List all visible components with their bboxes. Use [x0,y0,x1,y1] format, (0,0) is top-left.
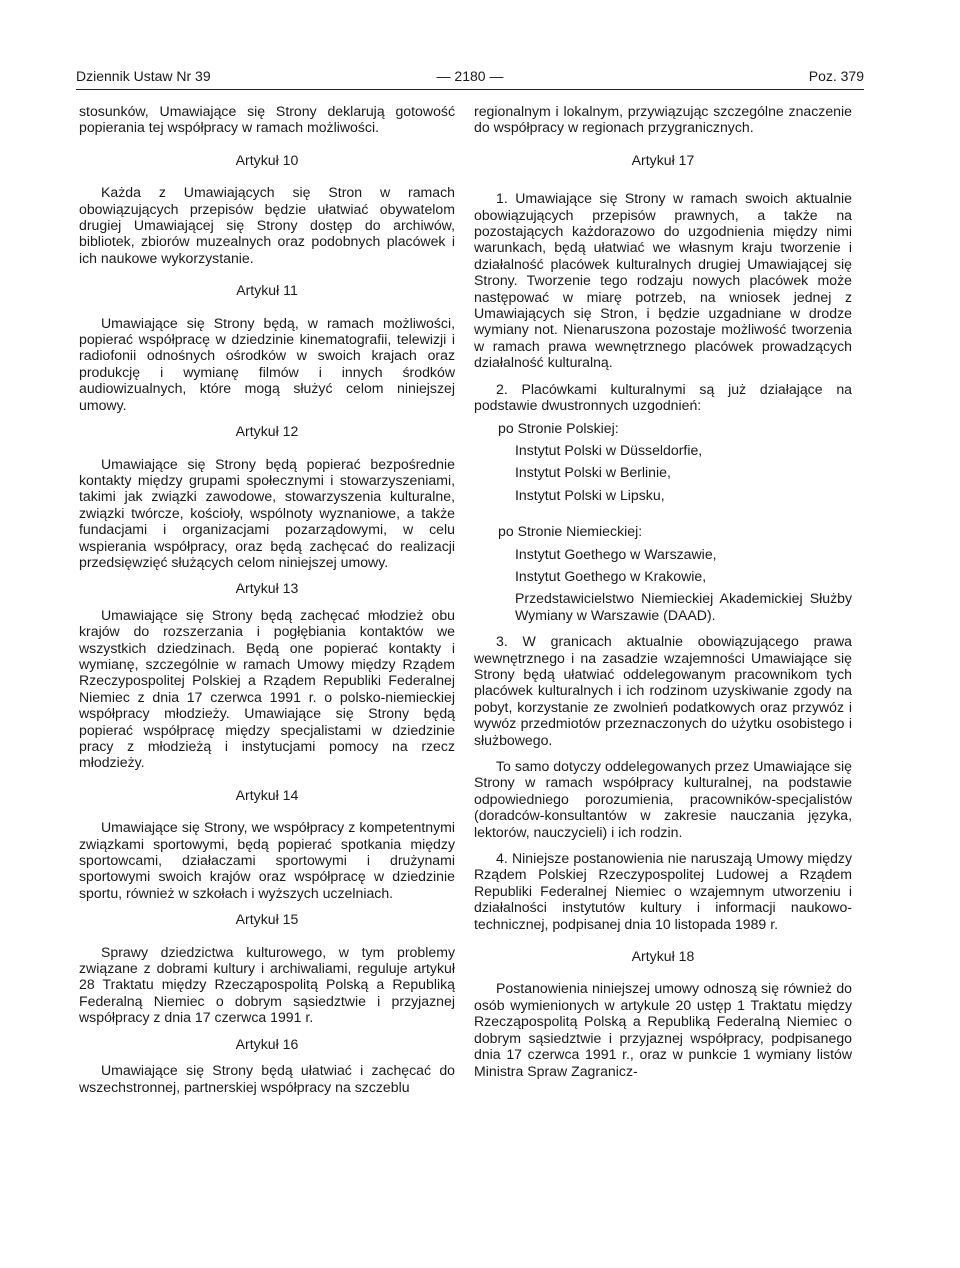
article-17-title: Artykuł 17 [631,151,695,168]
continuation-paragraph: regionalnym i lokalnym, przywiązując szczególne znaczenie do współpracy w regionach przygranicznych. [474,103,852,136]
article-11-text: Umawiające się Strony będą, w ramach możliwości, popierać współpracę w dziedzinie kinematografii, telewizji i radiofonii odnośnych ośrodków w swoich krajach oraz produkcję i wymianę filmów i innych środków audiowizualnych, które mogą służyć celom niniejszej umowy. [79,314,455,413]
german-institute-item: Instytut Goethego w Krakowie, [515,567,707,584]
article-14-title: Artykuł 14 [235,786,299,803]
article-15-title: Artykuł 15 [235,911,299,928]
article-17-paragraph-1: 1. Umawiające się Strony w ramach swoich aktualnie obowiązujących przepisów prawnych, a także na pozostających każdorazowo do uzgodnienia między nimi warunkach, będą ułatwiać we własnym kraju tworzenie i działalność placówek kulturalnych drugiej Umawiającej się Strony. Tworzenie tego rodzaju nowych placówek może następować w miarę potrzeb, na wniosek jednej z Umawiających się Stron, i będzie uzgadniane w drodze wymiany not. Nienaruszona pozostaje możliwość tworzenia w ramach prawa wewnętrznego placówek prowadzących działalność kulturalną. [474,190,852,371]
header-rule [76,89,864,90]
german-institute-item: Przedstawicielstwo Niemieckiej Akademickiej Służby Wymiany w Warszawie (DAAD). [515,590,852,623]
polish-institute-item: Instytut Polski w Lipsku, [515,486,665,503]
article-11-title: Artykuł 11 [236,282,298,299]
article-15-text: Sprawy dziedzictwa kulturowego, w tym problemy związane z dobrami kultury i archiwaliami, reguluje artykuł 28 Traktatu między Rzecząpospolitą Polską a Republiką Federalną Niemiec o dobrym sąsiedztwie i przyjaznej współpracy z dnia 17 czerwca 1991 r. [79,943,455,1026]
article-14-text: Umawiające się Strony, we współpracy z kompetentnymi związkami sportowymi, będą popierać spotkania między sportowcami, działaczami sportowymi i drużynami sportowymi swoich krajów oraz współpracę w dziedzinie sportu, również w szkołach i wyższych uczelniach. [79,819,455,901]
polish-institute-item: Instytut Polski w Düsseldorfie, [515,441,703,458]
polish-institute-item: Instytut Polski w Berlinie, [515,464,671,481]
article-10-text: Każda z Umawiających się Stron w ramach obowiązujących przepisów będzie ułatwiać obywatelom drugiej Umawiającej się Strony dostęp do archiwów, bibliotek, zbiorów muzealnych oraz podobnych placówek i ich naukowe wykorzystanie. [79,184,455,266]
page-header [76,66,864,88]
article-17-paragraph-3: 3. W granicach aktualnie obowiązującego prawa wewnętrznego i na zasadzie wzajemności Umawiające się Strony będą ułatwiać oddelegowanym pracownikom tych placówek kulturalnych i ich rodzinom uzyskiwanie zgody na pobyt, korzystanie ze zwolnień podatkowych oraz przywóz i wywóz przedmiotów przeznaczonych do użytku osobistego i służbowego. [474,633,852,748]
journal-title: Dziennik Ustaw Nr 39 [76,68,211,84]
article-12-text: Umawiające się Strony będą popierać bezpośrednie kontakty między grupami społecznymi i stowarzyszeniami, takimi jak związki zawodowe, stowarzyszenia kulturalne, związki twórcze, kościoły, wspólnoty wyznaniowe, a także fundacjami i organizacjami pozarządowymi, w celu wspierania współpracy, oraz będą zachęcać do realizacji przedsięwzięć służących celom niniejszej umowy. [79,455,455,570]
german-institute-item: Instytut Goethego w Warszawie, [515,545,717,562]
article-18-title: Artykuł 18 [631,948,695,965]
article-18-text: Postanowienia niniejszej umowy odnoszą się również do osób wymienionych w artykule 20 ustęp 1 Traktatu między Rzecząpospolitą Polską a Republiką Federalną Niemiec o dobrym sąsiedztwie i przyjaznej współpracy, podpisanego dnia 17 czerwca 1991 r., oraz w punkcie 1 wymiany listów Ministra Spraw Zagranicz- [474,980,852,1079]
right-column [474,103,852,1079]
article-16-text: Umawiające się Strony będą ułatwiać i zachęcać do wszechstronnej, partnerskiej współpracy na szczeblu [79,1062,455,1095]
left-column [79,103,455,1095]
position-number: Poz. 379 [808,68,864,84]
article-13-title: Artykuł 13 [235,580,299,597]
page-number: — 2180 — [436,68,504,84]
article-13-text: Umawiające się Strony będą zachęcać młodzież obu krajów do rozszerzania i pogłębiania kontaktów we wszystkich dziedzinach. Będą one popierać kontakty i wymianę, szczególnie w ramach Umowy między Rządem Rzeczypospolitej Polskiej a Rządem Republiki Federalnej Niemiec z dnia 17 czerwca 1991 r. o polsko-niemieckiej współpracy młodzieży. Umawiające się Strony będą popierać współpracę między specjalistami w dziedzinie pracy z młodzieżą i instytucjami pomocy na rzecz młodzieży. [79,606,455,771]
article-17-paragraph-3b: To samo dotyczy oddelegowanych przez Umawiające się Strony w ramach współpracy kulturalnej, na podstawie odpowiedniego porozumienia, pracowników-specjalistów (doradców-konsultantów w zakresie nauczania języka, lektorów, nauczycieli) i ich rodzin. [474,758,852,840]
article-12-title: Artykuł 12 [235,423,299,440]
article-16-title: Artykuł 16 [235,1035,299,1052]
german-side-heading: po Stronie Niemieckiej: [498,523,643,540]
article-17-paragraph-2: 2. Placówkami kulturalnymi są już działające na podstawie dwustronnych uzgodnień: [474,380,852,414]
polish-side-heading: po Stronie Polskiej: [498,419,619,436]
article-17-paragraph-4: 4. Niniejsze postanowienia nie naruszają Umowy między Rządem Polskiej Rzeczypospolitej Ludowej a Rządem Republiki Federalnej Niemiec o wzajemnym utworzeniu i działalności instytutów kultury i informacji naukowo-technicznej, podpisanej dnia 10 listopada 1989 r. [474,850,852,932]
intro-paragraph: stosunków, Umawiające się Strony deklarują gotowość popierania tej współpracy w ramach możliwości. [79,103,455,136]
article-10-title: Artykuł 10 [235,151,299,168]
